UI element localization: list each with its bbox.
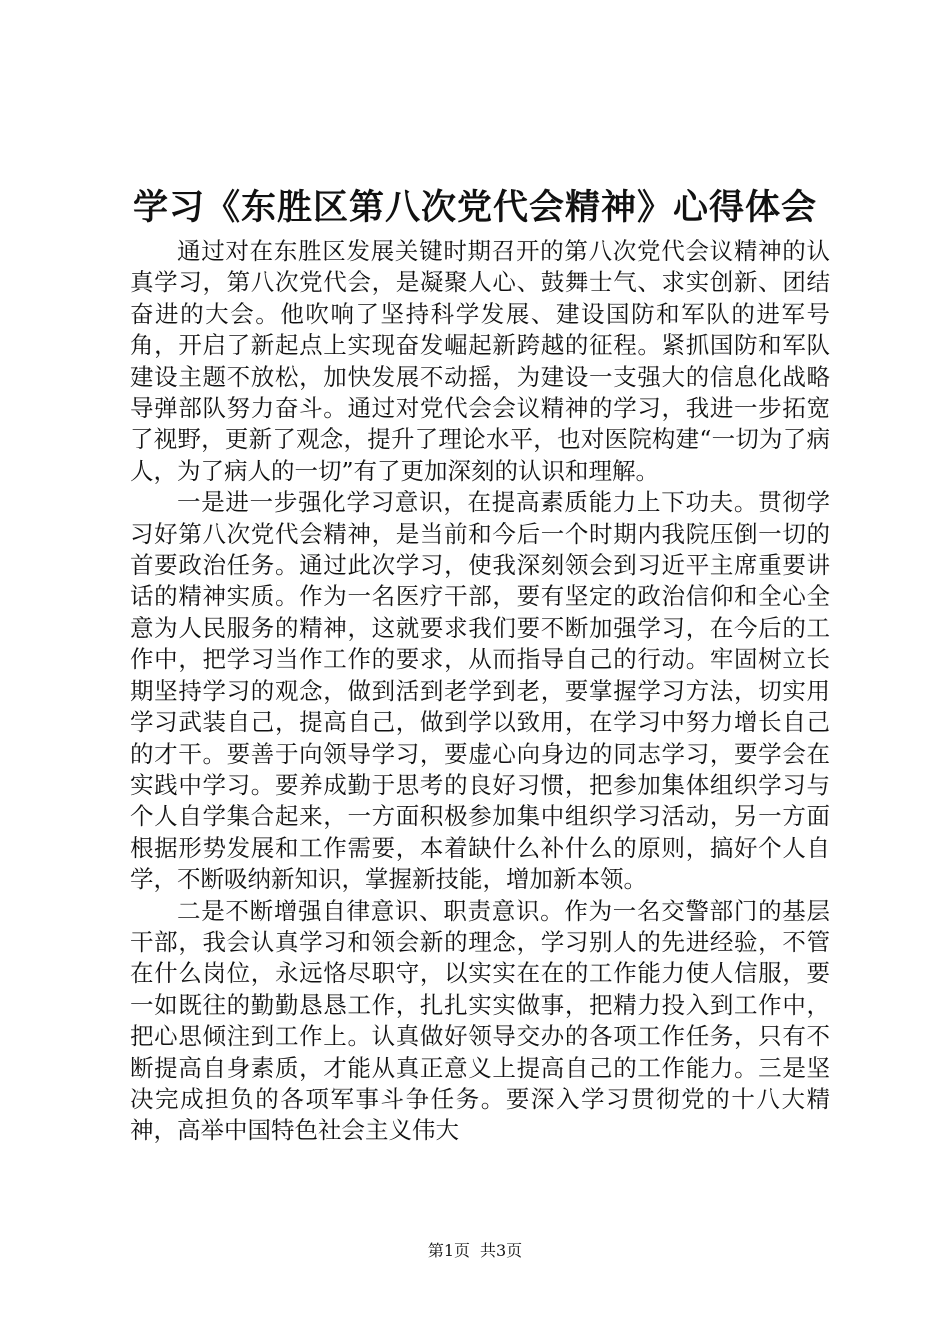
paragraph-intro: 通过对在东胜区发展关键时期召开的第八次党代会议精神的认真学习，第八次党代会，是凝聚人心、鼓舞士气、求实创新、团结奋进的大会。他吹响了坚持科学发展、建设国防和军队的进军号角，开启了新起点上实现奋发崛起新跨越的征程。紧抓国防和军队建设主题不放松，加快发展不动摇，为建设一支强大的信息化战略导弹部队努力奋斗。通过对党代会会议精神的学习，我进一步拓宽了视野，更新了观念，提升了理论水平，也对医院构建“一切为了病人，为了病人的一切”有了更加深刻的认识和理解。: [130, 237, 830, 485]
page-footer: [0, 1240, 950, 1262]
page-number-total: 共3页: [480, 1241, 523, 1260]
paragraph-point-two: 二是不断增强自律意识、职责意识。作为一名交警部门的基层干部，我会认真学习和领会新的理念，学习别人的先进经验，不管在什么岗位，永远恪尽职守，以实实在在的工作能力使人信服，要一如既往的勤勤恳恳工作，扎扎实实做事，把精力投入到工作中，把心思倾注到工作上。认真做好领导交办的各项工作任务，只有不断提高自身素质，才能从真正意义上提高自己的工作能力。三是坚决完成担负的各项军事斗争任务。要深入学习贯彻党的十八大精神，高举中国特色社会主义伟大: [130, 896, 830, 1145]
page-number-current: 第1页: [427, 1241, 470, 1260]
document-body: [130, 236, 830, 1147]
paragraph-point-one: 一是进一步强化学习意识，在提高素质能力上下功夫。贯彻学习好第八次党代会精神，是当前和今后一个时期内我院压倒一切的首要政治任务。通过此次学习，使我深刻领会到习近平主席重要讲话的精神实质。作为一名医疗干部，要有坚定的政治信仰和全心全意为人民服务的精神，这就要求我们要不断加强学习，在今后的工作中，把学习当作工作的要求，从而指导自己的行动。牢固树立长期坚持学习的观念，做到活到老学到老，要掌握学习方法，切实用学习武装自己，提高自己，做到学以致用，在学习中努力增长自己的才干。要善于向领导学习，要虚心向身边的同志学习，要学会在实践中学习。要养成勤于思考的良好习惯，把参加集体组织学习与个人自学集合起来，一方面积极参加集中组织学习活动，另一方面根据形势发展和工作需要，本着缺什么补什么的原则，搞好个人自学，不断吸纳新知识，掌握新技能，增加新本领。: [130, 488, 830, 894]
document-title: 学习《东胜区第八次党代会精神》心得体会: [132, 187, 817, 228]
